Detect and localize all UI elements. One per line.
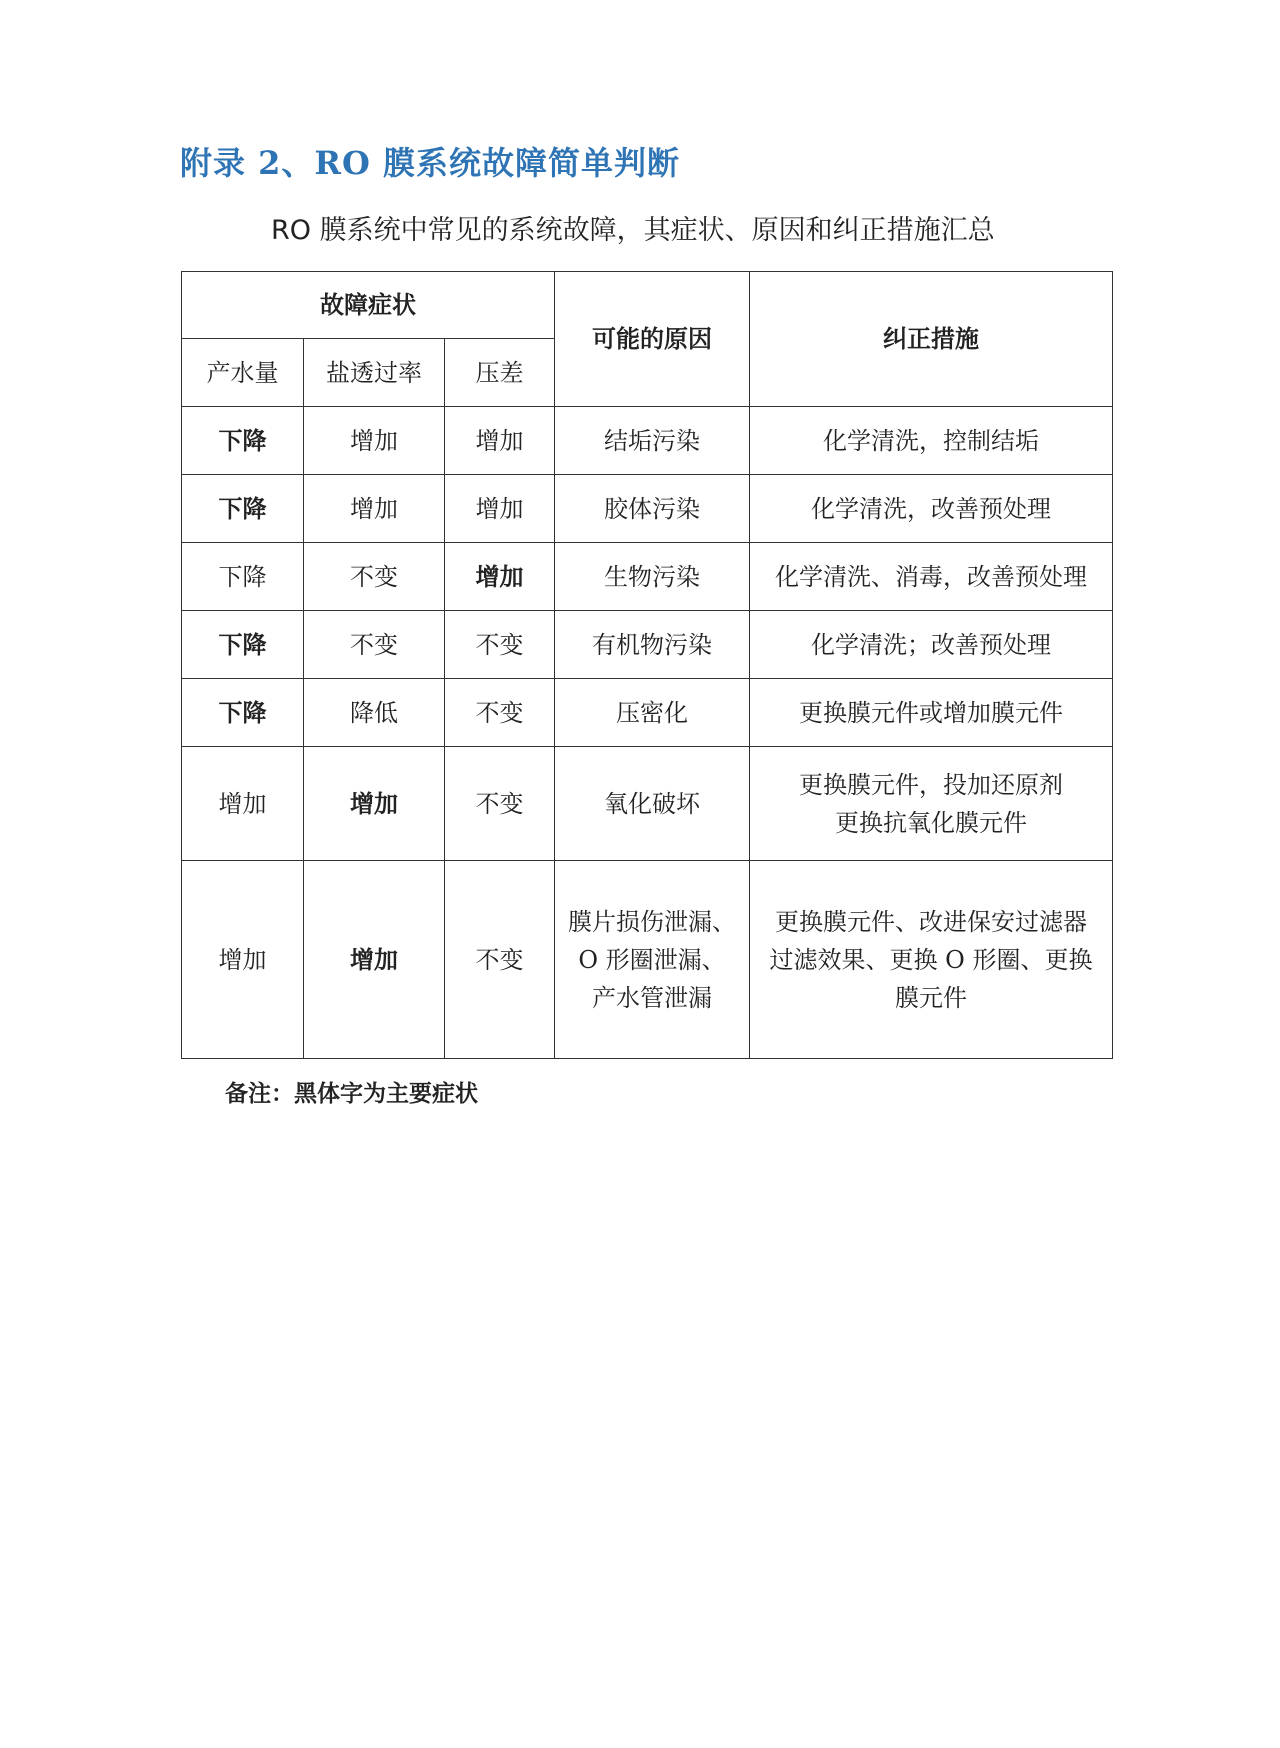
intro-paragraph: RO 膜系统中常见的系统故障，其症状、原因和纠正措施汇总: [271, 215, 995, 246]
table-row: [182, 861, 1113, 1059]
cell-action-line: 更换膜元件，投加还原剂: [799, 770, 1064, 799]
table-body: [182, 407, 1113, 1059]
fault-table: [181, 271, 1113, 1059]
header-corrective-action: 纠正措施: [750, 272, 1113, 407]
cell-water-output: 下降: [182, 407, 304, 475]
cell-salt-passage: 增加: [304, 861, 445, 1059]
cell-action: [750, 861, 1113, 1059]
header-water-output: 产水量: [182, 339, 304, 407]
header-pressure-diff: 压差: [445, 339, 555, 407]
cell-pressure-diff: 增加: [445, 407, 555, 475]
cell-water-output: 增加: [182, 747, 304, 861]
cell-action: [750, 543, 1113, 611]
table-row: [182, 543, 1113, 611]
cell-pressure-diff: 不变: [445, 747, 555, 861]
cell-pressure-diff: 增加: [445, 475, 555, 543]
cell-cause-line: 膜片损伤泄漏、: [568, 907, 737, 936]
cell-water-output: 下降: [182, 475, 304, 543]
cell-salt-passage: 降低: [304, 679, 445, 747]
cell-cause: 结垢污染: [555, 407, 750, 475]
appendix-heading: 附录 2、RO 膜系统故障简单判断: [180, 144, 681, 182]
cell-water-output: 下降: [182, 611, 304, 679]
header-symptoms: 故障症状: [182, 272, 555, 339]
cell-water-output: 下降: [182, 543, 304, 611]
cell-cause-line: O 形圈泄漏、: [578, 945, 726, 974]
cell-salt-passage: 增加: [304, 407, 445, 475]
cell-action-line: 化学清洗，改善预处理: [811, 494, 1052, 523]
cell-pressure-diff: 不变: [445, 611, 555, 679]
cell-action: [750, 475, 1113, 543]
cell-action-line: 更换膜元件、改进保安过滤器: [775, 907, 1088, 936]
cell-cause: [555, 861, 750, 1059]
cell-salt-passage: 不变: [304, 543, 445, 611]
cell-action-line: 化学清洗，控制结垢: [823, 426, 1040, 455]
cell-action-line: 更换膜元件或增加膜元件: [799, 698, 1064, 727]
table-row: [182, 611, 1113, 679]
cell-pressure-diff: 不变: [445, 861, 555, 1059]
cell-cause: 氧化破坏: [555, 747, 750, 861]
cell-cause: 胶体污染: [555, 475, 750, 543]
cell-action-line: 化学清洗、消毒，改善预处理: [775, 562, 1088, 591]
cell-salt-passage: 增加: [304, 747, 445, 861]
footnote: 备注：黑体字为主要症状: [225, 1081, 478, 1107]
table-row: [182, 407, 1113, 475]
cell-action-line: 膜元件: [895, 983, 968, 1012]
header-salt-passage: 盐透过率: [304, 339, 445, 407]
cell-water-output: 增加: [182, 861, 304, 1059]
cell-action-line: 更换抗氧化膜元件: [835, 808, 1028, 837]
cell-cause-line: 产水管泄漏: [592, 983, 713, 1012]
cell-salt-passage: 增加: [304, 475, 445, 543]
table-row: [182, 747, 1113, 861]
cell-action-line: 过滤效果、更换 O 形圈、更换: [769, 945, 1093, 974]
table-row: [182, 475, 1113, 543]
cell-action: [750, 407, 1113, 475]
cell-salt-passage: 不变: [304, 611, 445, 679]
cell-action-line: 化学清洗；改善预处理: [811, 630, 1052, 659]
cell-action: [750, 611, 1113, 679]
cell-cause: 压密化: [555, 679, 750, 747]
cell-water-output: 下降: [182, 679, 304, 747]
cell-action: [750, 747, 1113, 861]
cell-pressure-diff: 增加: [445, 543, 555, 611]
cell-cause: 有机物污染: [555, 611, 750, 679]
cell-pressure-diff: 不变: [445, 679, 555, 747]
header-possible-cause: 可能的原因: [555, 272, 750, 407]
cell-action: [750, 679, 1113, 747]
table-row: [182, 679, 1113, 747]
cell-cause: 生物污染: [555, 543, 750, 611]
